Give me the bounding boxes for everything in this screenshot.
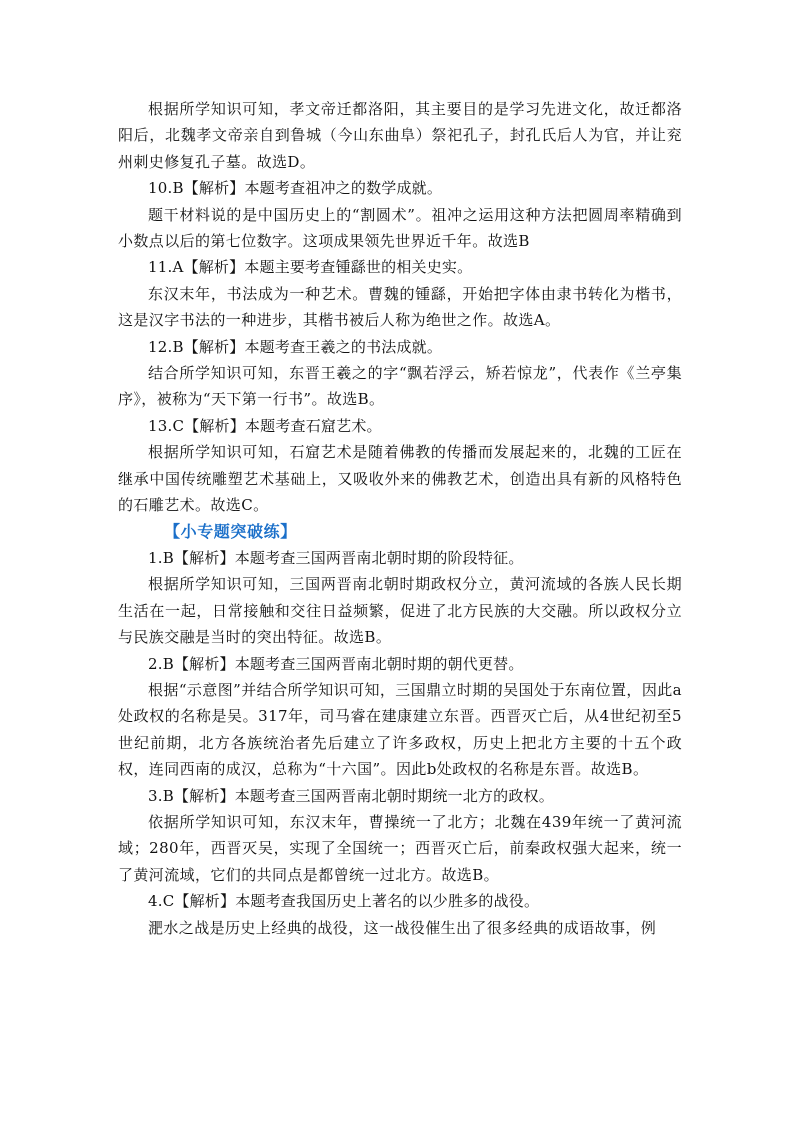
answer-analysis-1: 1.B【解析】本题考查三国两晋南北朝时期的阶段特征。 — [148, 548, 524, 567]
paragraph: 东汉末年，书法成为一种艺术。曹魏的锺繇，开始把字体由隶书转化为楷书，这是汉字书法的一种进步，其楷书被后人称为绝世之作。故选A。 — [118, 284, 682, 330]
answer-analysis-10: 10.B【解析】本题考查祖冲之的数学成就。 — [148, 179, 443, 198]
paragraph: 结合所学知识可知，东晋王羲之的字“飘若浮云，矫若惊龙”，代表作《兰亭集序》，被称为“天下第一行书”。故选B。 — [118, 364, 682, 409]
paragraph: 根据所学知识可知，石窟艺术是随着佛教的传播而发展起来的，北魏的工匠在继承中国传统雕塑艺术基础上，又吸收外来的佛教艺术，创造出具有新的风格特色的石雕艺术。故选C。 — [118, 443, 682, 515]
paragraph: 淝水之战是历史上经典的战役，这一战役催生出了很多经典的成语故事，例 — [148, 918, 657, 937]
paragraph: 根据所学知识可知，孝文帝迁都洛阳，其主要目的是学习先进文化，故迁都洛阳后，北魏孝文帝亲自到鲁城（今山东曲阜）祭祀孔子，封孔氏后人为官，并让兖州刺史修复孔子墓。故选D。 — [118, 100, 682, 171]
section-heading: 【小专题突破练】 — [164, 521, 297, 541]
answer-analysis-2: 2.B【解析】本题考查三国两晋南北朝时期的朝代更替。 — [148, 654, 524, 673]
paragraph: 根据所学知识可知，三国两晋南北朝时期政权分立，黄河流域的各族人民长期生活在一起，日常接触和交往日益频繁，促进了北方民族的大交融。所以政权分立与民族交融是当时的突出特征。故选B。 — [118, 575, 682, 647]
answer-analysis-11: 11.A【解析】本题主要考查锺繇世的相关史实。 — [148, 258, 473, 277]
answer-analysis-3: 3.B【解析】本题考查三国两晋南北朝时期统一北方的政权。 — [148, 786, 554, 805]
answer-analysis-13: 13.C【解析】本题考查石窟艺术。 — [148, 416, 382, 435]
answer-analysis-4: 4.C【解析】本题考查我国历史上著名的以少胜多的战役。 — [148, 892, 540, 911]
paragraph: 根据“示意图”并结合所学知识可知，三国鼎立时期的吴国处于东南位置，因此a处政权的名称是吴。317年，司马睿在建康建立东晋。西晋灭亡后，从4世纪初至5世纪前期，北方各族统治者先后建立了许多政权，历史上把北方主要的十五个政权，连同西南的成汉，总称为“十六国”。因此b处政权的名称是东晋。故选B。 — [118, 680, 682, 779]
paragraph: 依据所学知识可知，东汉末年，曹操统一了北方；北魏在439年统一了黄河流域；280年，西晋灭吴，实现了全国统一；西晋灭亡后，前秦政权强大起来，统一了黄河流域，它们的共同点是都曾统一过北方。故选B。 — [118, 812, 682, 884]
paragraph: 题干材料说的是中国历史上的“割圆术”。祖冲之运用这种方法把圆周率精确到小数点以后的第七位数字。这项成果领先世界近千年。故选B — [118, 205, 682, 251]
answer-analysis-12: 12.B【解析】本题考查王羲之的书法成就。 — [148, 337, 443, 356]
